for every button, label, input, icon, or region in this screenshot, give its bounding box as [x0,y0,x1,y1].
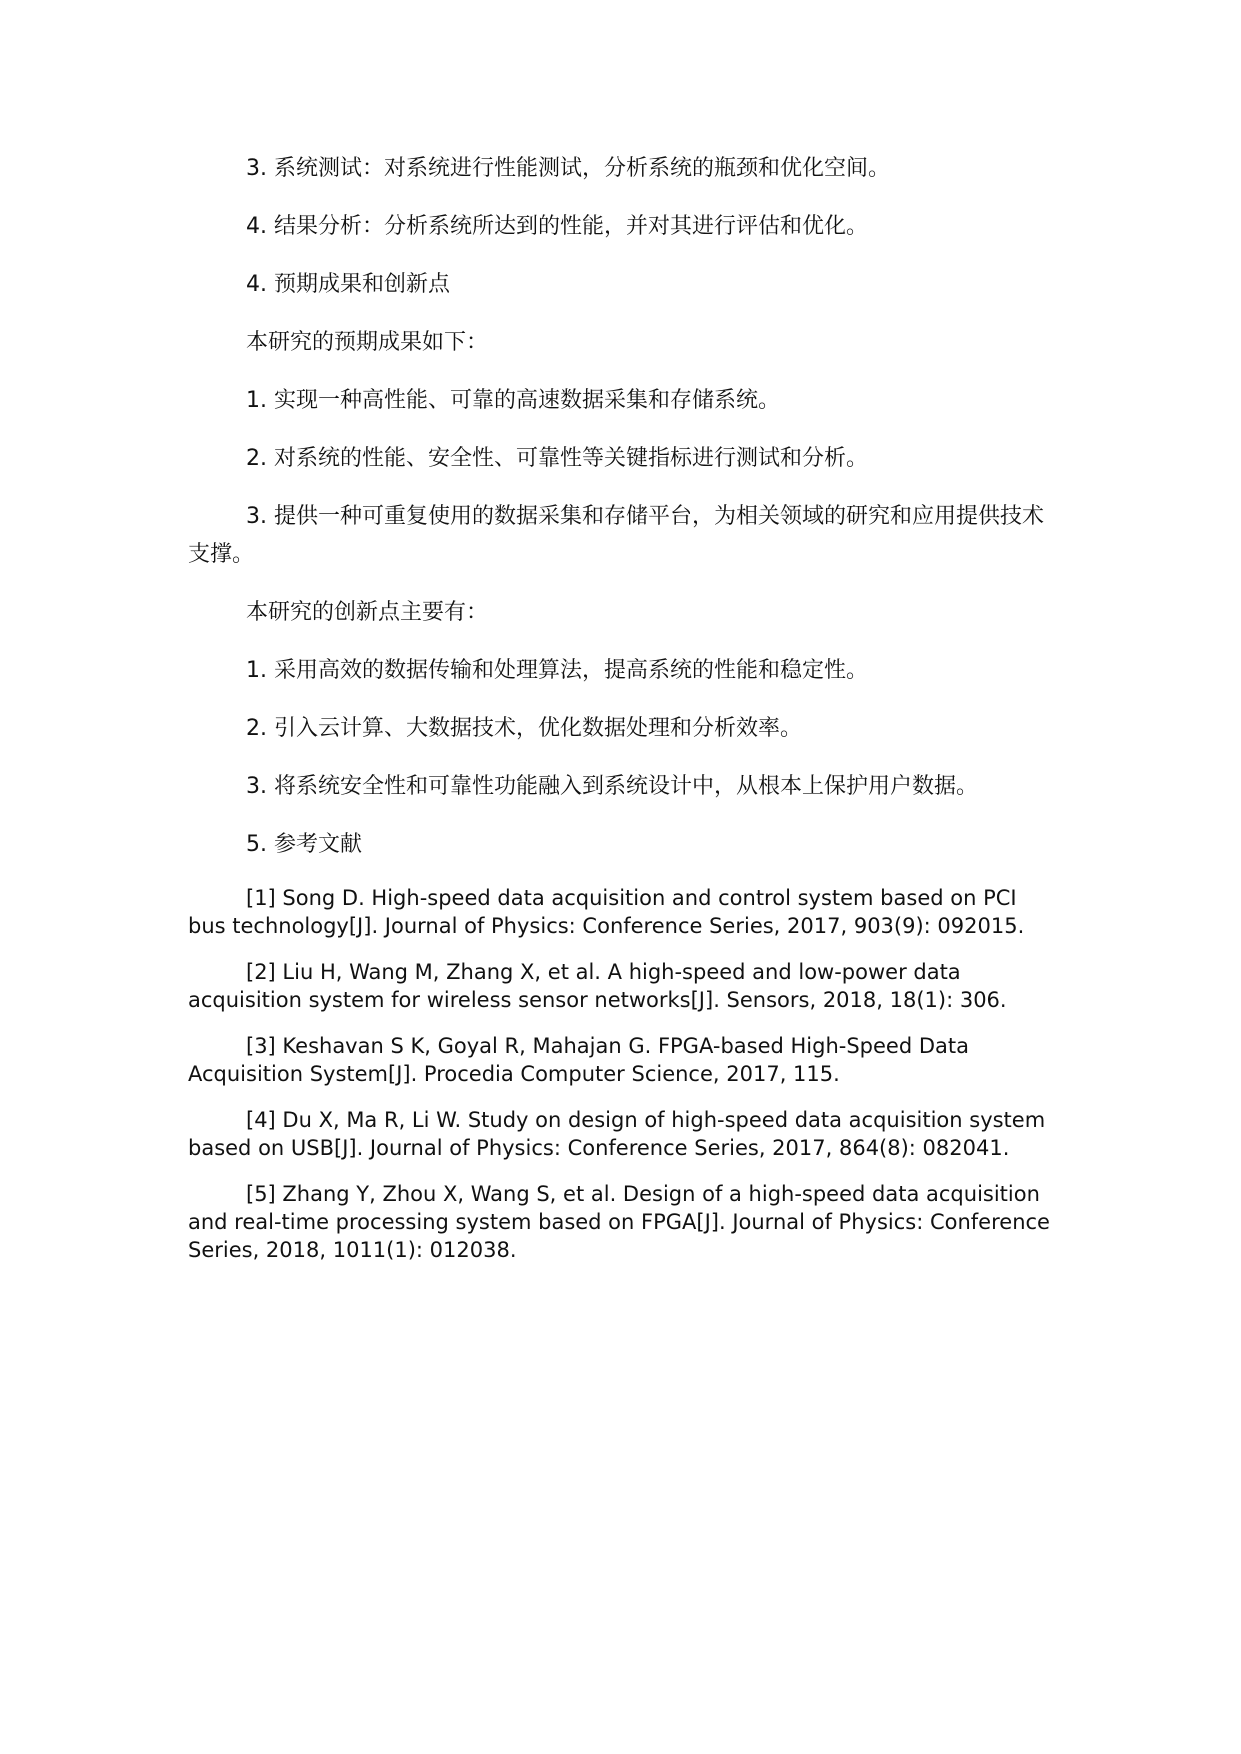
reference-item-4: [4] Du X, Ma R, Li W. Study on design of high-speed data acquisition system based on USB[J]. Journal of Physics: Conference Series, 2017, 864(8): 082041. [188,1108,1046,1160]
list-item-innovation-2: 2. 引入云计算、大数据技术，优化数据处理和分析效率。 [246,716,802,741]
reference-item-3: [3] Keshavan S K, Goyal R, Mahajan G. FPGA-based High-Speed Data Acquisition System[J]. Procedia Computer Science, 2017, 115. [188,1034,969,1086]
list-item-innovation-1: 1. 采用高效的数据传输和处理算法，提高系统的性能和稳定性。 [246,658,868,683]
list-item-expected-3: 3. 提供一种可重复使用的数据采集和存储平台，为相关领域的研究和应用提供技术支撑。 [188,504,1044,567]
paragraph-system-test: 3. 系统测试：对系统进行性能测试，分析系统的瓶颈和优化空间。 [246,156,890,181]
section-heading-expected-results: 4. 预期成果和创新点 [246,272,450,297]
document-body [188,150,1058,1282]
paragraph-innovations-intro: 本研究的创新点主要有： [246,600,489,625]
section-heading-references: 5. 参考文献 [246,832,362,857]
list-item-innovation-3: 3. 将系统安全性和可靠性功能融入到系统设计中，从根本上保护用户数据。 [246,774,978,799]
paragraph-result-analysis: 4. 结果分析：分析系统所达到的性能，并对其进行评估和优化。 [246,214,868,239]
reference-item-1: [1] Song D. High-speed data acquisition and control system based on PCI bus technology[J]. Journal of Physics: Conference Series, 2017, 903(9): 092015. [188,886,1025,938]
list-item-expected-2: 2. 对系统的性能、安全性、可靠性等关键指标进行测试和分析。 [246,446,868,471]
reference-item-5: [5] Zhang Y, Zhou X, Wang S, et al. Design of a high-speed data acquisition and real-time processing system based on FPGA[J]. Journal of Physics: Conference Series, 2018, 1011(1): 012038. [188,1182,1050,1262]
reference-item-2: [2] Liu H, Wang M, Zhang X, et al. A high-speed and low-power data acquisition system for wireless sensor networks[J]. Sensors, 2018, 18(1): 306. [188,960,1007,1012]
reference-list [188,884,1058,1264]
list-item-expected-1: 1. 实现一种高性能、可靠的高速数据采集和存储系统。 [246,388,780,413]
paragraph-expected-results-intro: 本研究的预期成果如下： [246,330,489,355]
